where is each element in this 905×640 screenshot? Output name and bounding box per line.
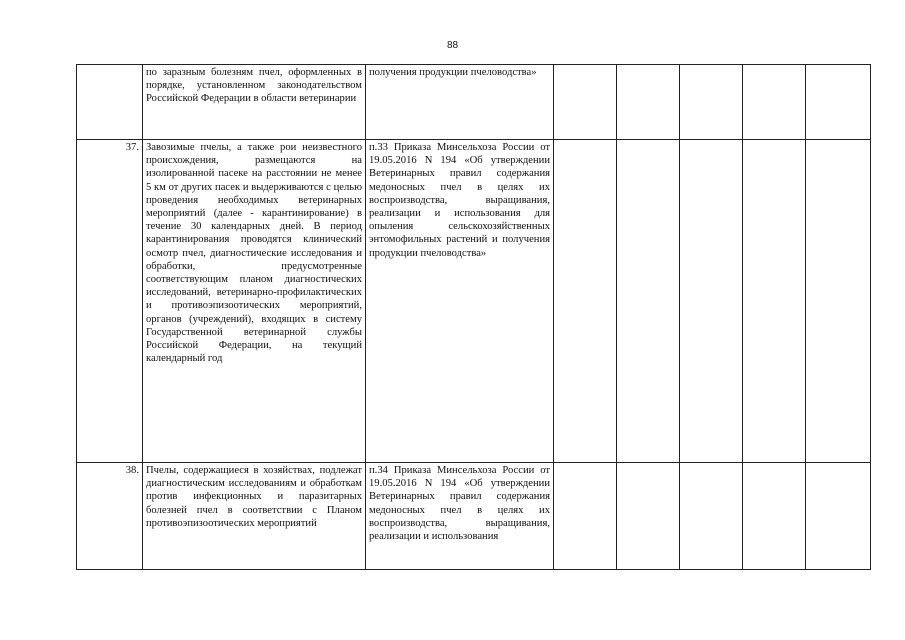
empty-cell xyxy=(554,140,617,463)
empty-cell xyxy=(743,140,806,463)
empty-cell xyxy=(806,65,871,140)
empty-cell xyxy=(680,65,743,140)
row-number xyxy=(77,65,143,140)
row-number: 37. xyxy=(77,140,143,463)
empty-cell xyxy=(680,140,743,463)
empty-cell xyxy=(617,463,680,570)
legal-reference: получения продукции пчеловодства» xyxy=(366,65,554,140)
table-row xyxy=(77,140,871,463)
empty-cell xyxy=(743,463,806,570)
empty-cell xyxy=(806,140,871,463)
row-number: 38. xyxy=(77,463,143,570)
empty-cell xyxy=(680,463,743,570)
table-row xyxy=(77,65,871,140)
requirement-text: Пчелы, содержащиеся в хозяйствах, подлежат диагностическим исследованиям и обработкам против инфекционных и паразитарных болезней пчел в соответствии с Планом противоэпизоотических мероприятий xyxy=(143,463,366,570)
empty-cell xyxy=(806,463,871,570)
empty-cell xyxy=(743,65,806,140)
empty-cell xyxy=(554,463,617,570)
empty-cell xyxy=(554,65,617,140)
legal-reference: п.34 Приказа Минсельхоза России от 19.05.2016 N 194 «Об утверждении Ветеринарных правил содержания медоносных пчел в целях их воспроизводства, выращивания, реализации и использования xyxy=(366,463,554,570)
requirement-text: по заразным болезням пчел, оформленных в порядке, установленном законодательством Российской Федерации в области ветеринарии xyxy=(143,65,366,140)
legal-reference: п.33 Приказа Минсельхоза России от 19.05.2016 N 194 «Об утверждении Ветеринарных правил содержания медоносных пчел в целях их воспроизводства, выращивания, реализации и использования для опыления сельскохозяйственных энтомофильных растений и получения продукции пчеловодства» xyxy=(366,140,554,463)
empty-cell xyxy=(617,65,680,140)
requirement-text: Завозимые пчелы, а также рои неизвестного происхождения, размещаются на изолированной пасеке на расстоянии не менее 5 км от других пасек и выдерживаются с целью проведения необходимых ветеринарных мероприятий (далее - карантинирование) в течение 30 календарных дней. В период карантинирования проводятся клинический осмотр пчел, диагностические исследования и обработки, предусмотренные соответствующим планом диагностических исследований, ветеринарно-профилактических и противоэпизоотических мероприятий, органов (учреждений), входящих в систему Государственной ветеринарной службы Российской Федерации, на текущий календарный год xyxy=(143,140,366,463)
page-number: 88 xyxy=(446,40,459,51)
table-row xyxy=(77,463,871,570)
requirements-table xyxy=(76,64,871,570)
empty-cell xyxy=(617,140,680,463)
